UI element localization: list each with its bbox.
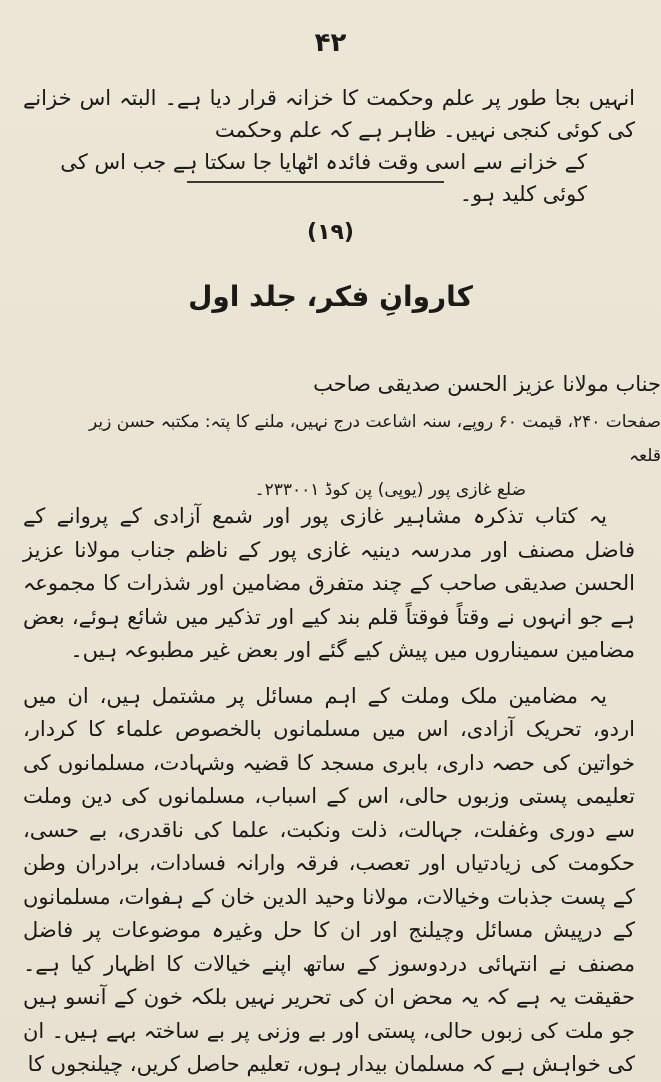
book-title: کاروانِ فکر، جلد اول [188, 280, 473, 313]
author-name: جناب مولانا عزیز الحسن صدیقی صاحب [313, 372, 661, 396]
book-metadata [81, 405, 661, 507]
body-paragraph: یہ مضامین ملک وملت کے اہم مسائل پر مشتمل ہیں، ان میں اردو، تحریک آزادی، اس میں مسلمانوں بالخصوص علماء کا کردار، خواتین کی حصہ داری، بابری مسجد کا قضیہ وشہادت، مسلمانوں کی تعلیمی پستی وزبوں حالی، اس کے اسباب، مسلمانوں کی دین وملت سے دوری وغفلت، جہالت، ذلت ونکبت، علما کی ناقدری، بے حسی، حکومت کی زیادتیاں اور تعصب، فرقہ وارانہ فسادات، برادران وطن کے پست جذبات وخیالات، مولانا وحید الدین خان کے ہفوات، مسلمانوں کے درپیش مسائل وچیلنج اور ان کا حل وغیرہ موضوعات پر فاضل مصنف نے انتہائی دردوسوز کے ساتھ اپنے خیالات کا اظہار کیا ہے۔ حقیقت یہ ہے کہ یہ محض ان کی تحریر نہیں بلکہ خون کے آنسو ہیں جو ملت کی زبوں حالی، پستی اور بے وزنی پر بے ساختہ بہے ہیں۔ ان کی خواہش ہے کہ مسلمان بیدار ہوں، تعلیم حاصل کریں، چیلنجوں کا [23, 683, 635, 1076]
intro-paragraph [23, 82, 635, 210]
metadata-line: صفحات ۲۴۰، قیمت ۶۰ روپے، سنہ اشاعت درج نہیں، ملنے کا پتہ: مکتبہ حسن زیر قلعہ [88, 412, 661, 466]
metadata-line: ضلع غازی پور (یوپی) پن کوڈ ۲۳۳۰۰۱۔ [254, 480, 526, 500]
body-paragraph: یہ کتاب تذکرہ مشاہیر غازی پور اور شمع آزادی کے پروانے کے فاضل مصنف اور مدرسہ دینیہ غازی پور کے ناظم جناب مولانا عزیز الحسن صدیقی صاحب کے چند متفرق مضامین اور شذرات کا مجموعہ ہے جو انہوں نے وقتاً فوقتاً قلم بند کیے اور تذکیر میں شائع ہوئے، بعض مضامین سمیناروں میں پیش کیے گئے اور بعض غیر مطبوعہ ہیں۔ [23, 504, 635, 662]
page-number: ۴۲ [314, 28, 347, 58]
intro-last-line: کے خزانے سے اسی وقت فائدہ اٹھایا جا سکتا ہے جب اس کی کوئی کلید ہو۔ [60, 150, 587, 206]
review-body [23, 500, 635, 1082]
section-divider [187, 181, 444, 183]
review-number: (۱۹) [307, 220, 354, 245]
intro-text: انہیں بجا طور پر علم وحکمت کا خزانہ قرار دیا ہے۔ البتہ اس خزانے کی کوئی کنجی نہیں۔ ظاہر ہے کہ علم وحکمت [23, 86, 635, 142]
